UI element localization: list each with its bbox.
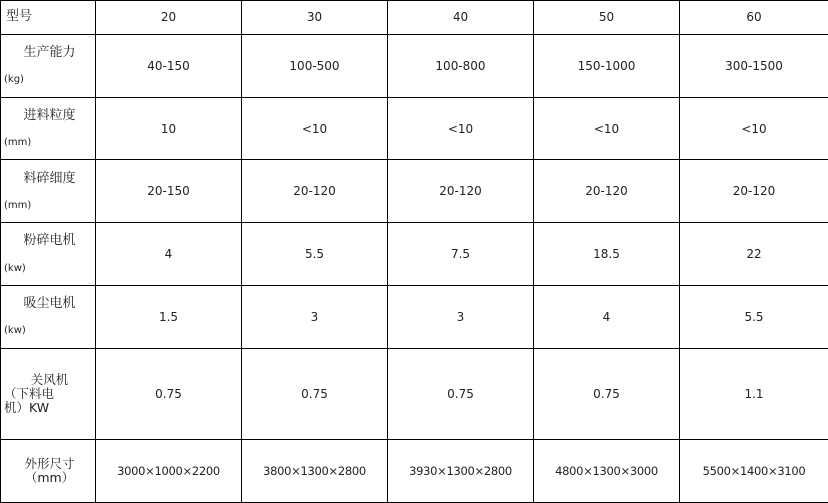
header-model-cell: 30 (242, 1, 387, 34)
row-label-cell (1, 440, 95, 502)
table-cell: 4 (534, 286, 679, 348)
table-cell: 1.5 (96, 286, 241, 348)
table-cell: 150-1000 (534, 35, 679, 97)
table-cell: 0.75 (242, 349, 387, 440)
row-label-cell (1, 286, 95, 348)
table-cell: 5500×1400×3100 (680, 440, 828, 502)
table-row (1, 223, 828, 285)
table-cell: 0.75 (388, 349, 533, 440)
table-cell: 3 (388, 286, 533, 348)
row-label-cell (1, 160, 95, 222)
table-cell: 3930×1300×2800 (388, 440, 533, 502)
header-model-cell: 60 (680, 1, 828, 34)
row-label: 关风机 (30, 372, 69, 388)
table-cell: <10 (680, 98, 828, 160)
row-label: 生产能力 (23, 45, 76, 61)
header-label: 型号 (6, 9, 33, 25)
row-label: 吸尘电机 (23, 296, 76, 312)
table-row (1, 349, 828, 440)
row-unit: (kw) (4, 262, 26, 274)
table-cell: 3800×1300×2800 (242, 440, 387, 502)
table-cell: 5.5 (680, 286, 828, 348)
header-model-cell: 20 (96, 1, 241, 34)
row-label-cell (1, 35, 95, 97)
table-cell: 20-150 (96, 160, 241, 222)
table-cell: 10 (96, 98, 241, 160)
row-unit: (kw) (4, 325, 26, 337)
row-label-cell (1, 223, 95, 285)
header-model-cell: 50 (534, 1, 679, 34)
row-label-cell (1, 98, 95, 160)
table-row (1, 286, 828, 348)
row-label: 机）KW (4, 399, 50, 415)
table-cell: 100-800 (388, 35, 533, 97)
row-unit: (mm) (4, 137, 32, 149)
row-unit: (mm) (4, 199, 32, 211)
table-cell: 4800×1300×3000 (534, 440, 679, 502)
table-cell: 300-1500 (680, 35, 828, 97)
table-header-row (1, 1, 828, 34)
table-cell: 5.5 (242, 223, 387, 285)
table-cell: <10 (534, 98, 679, 160)
header-label-cell (1, 1, 95, 34)
header-model-cell: 40 (388, 1, 533, 34)
table-cell: 1.1 (680, 349, 828, 440)
table-cell: 7.5 (388, 223, 533, 285)
row-label: 料碎细度 (23, 170, 76, 186)
table-cell: 4 (96, 223, 241, 285)
table-cell: 20-120 (680, 160, 828, 222)
table-cell: 40-150 (96, 35, 241, 97)
table-cell: 0.75 (96, 349, 241, 440)
table-cell: 20-120 (534, 160, 679, 222)
row-unit: （mm） (24, 470, 75, 486)
table-cell: <10 (388, 98, 533, 160)
table-row (1, 35, 828, 97)
table-cell: 20-120 (388, 160, 533, 222)
row-label: 外形尺寸 (24, 456, 75, 472)
table-row (1, 440, 828, 502)
table-cell: <10 (242, 98, 387, 160)
table-cell: 20-120 (242, 160, 387, 222)
row-label: 进料粒度 (23, 107, 76, 123)
table-row (1, 98, 828, 160)
row-label-cell (1, 349, 95, 440)
table-cell: 22 (680, 223, 828, 285)
table-cell: 3000×1000×2200 (96, 440, 241, 502)
row-label: 粉碎电机 (23, 233, 76, 249)
row-label: （下料电 (4, 386, 55, 402)
table-cell: 18.5 (534, 223, 679, 285)
table-cell: 3 (242, 286, 387, 348)
table-cell: 0.75 (534, 349, 679, 440)
table-cell: 100-500 (242, 35, 387, 97)
table-row (1, 160, 828, 222)
row-unit: (kg) (4, 74, 24, 86)
